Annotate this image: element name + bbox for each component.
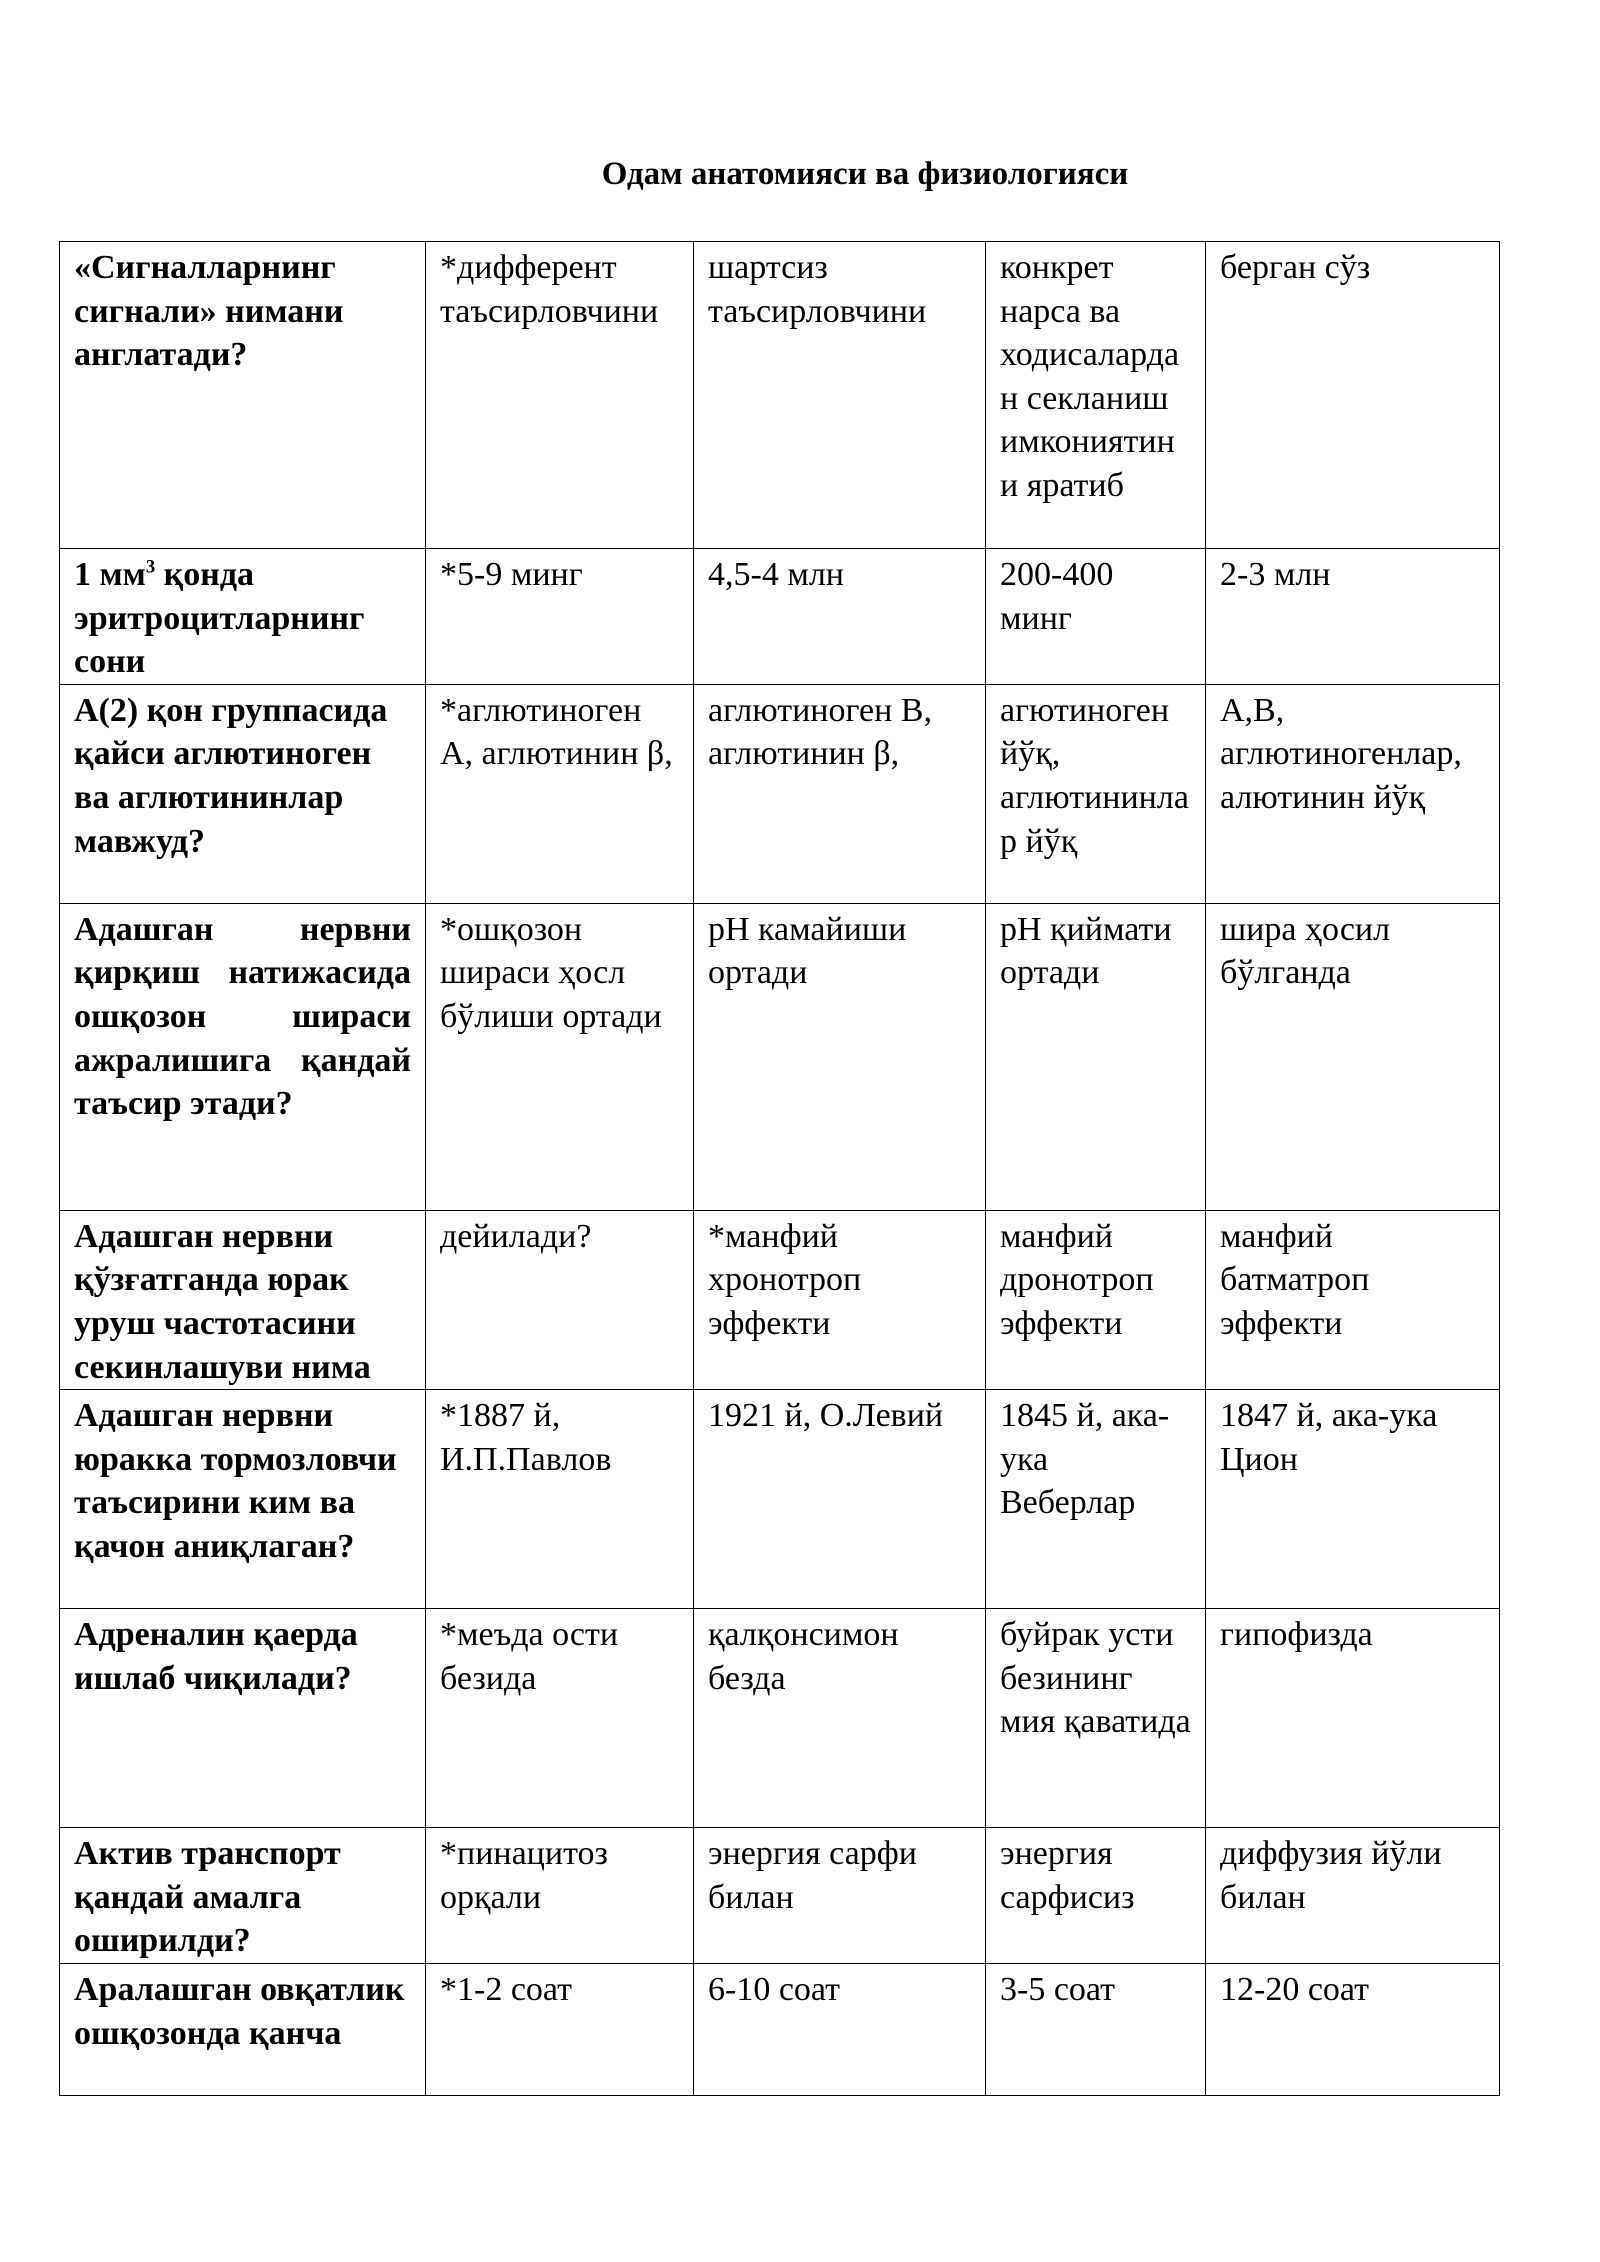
question-cell: A(2) қон группасида қайси аглютиноген ва аглютининлар мавжуд?: [60, 684, 426, 903]
answer-cell: 4,5-4 млн: [694, 549, 986, 685]
table-row: [60, 1828, 1500, 1964]
superscript: 3: [145, 556, 156, 578]
table-row: [60, 1963, 1500, 2095]
question-cell: [60, 549, 426, 685]
question-cell: Адашган нервни қўзғатганда юрак уруш частотасини секинлашуви нима: [60, 1210, 426, 1389]
question-cell: Адашган нервни қирқиш натижасида ошқозон шираси ажралишига қандай таъсир этади?: [60, 903, 426, 1210]
table-row: [60, 903, 1500, 1210]
answer-cell: агютиноген йўқ, аглютининлар йўқ: [986, 684, 1206, 903]
table-row: [60, 684, 1500, 903]
answer-cell: шартсиз таъсирловчини: [694, 242, 986, 549]
answer-cell: *1-2 соат: [426, 1963, 694, 2095]
answer-cell: 200-400 минг: [986, 549, 1206, 685]
answer-cell: манфий дронотроп эффекти: [986, 1210, 1206, 1389]
answer-cell: конкрет нарса ва ходисалардан секланиш имкониятини яратиб: [986, 242, 1206, 549]
answer-cell: pH қиймати ортади: [986, 903, 1206, 1210]
question-cell: Адреналин қаерда ишлаб чиқилади?: [60, 1609, 426, 1828]
answer-cell: 1845 й, ака-ука Веберлар: [986, 1390, 1206, 1609]
table-row: [60, 1390, 1500, 1609]
answer-cell: берган сўз: [1206, 242, 1500, 549]
answer-cell: буйрак усти безининг мия қаватида: [986, 1609, 1206, 1828]
table-row: [60, 242, 1500, 549]
answer-cell: энергия сарфи билан: [694, 1828, 986, 1964]
question-cell: «Сигналларнинг сигнали» нимани англатади?: [60, 242, 426, 549]
table-row: [60, 549, 1500, 685]
question-text: қонда эритроцитларнинг сони: [74, 556, 365, 681]
answer-cell: *1887 й, И.П.Павлов: [426, 1390, 694, 1609]
question-cell: Актив транспорт қандай амалга оширилди?: [60, 1828, 426, 1964]
answer-cell: *ошқозон шираси ҳосл бўлиши ортади: [426, 903, 694, 1210]
answer-cell: аглютиноген B, аглютинин β,: [694, 684, 986, 903]
answer-cell: 2-3 млн: [1206, 549, 1500, 685]
answer-cell: энергия сарфисиз: [986, 1828, 1206, 1964]
answer-cell: *меъда ости безида: [426, 1609, 694, 1828]
answer-cell: шира ҳосил бўлганда: [1206, 903, 1500, 1210]
answer-cell: 6-10 соат: [694, 1963, 986, 2095]
answer-cell: гипофизда: [1206, 1609, 1500, 1828]
answer-cell: *5-9 минг: [426, 549, 694, 685]
table-row: [60, 1609, 1500, 1828]
question-cell: Адашган нервни юраккa тормозловчи таъсирини ким ва қачон аниқлаган?: [60, 1390, 426, 1609]
question-cell: Аралашган овқатлик ошқозонда қанча: [60, 1963, 426, 2095]
table-row: [60, 1210, 1500, 1389]
answer-cell: 3-5 соат: [986, 1963, 1206, 2095]
answer-cell: 12-20 соат: [1206, 1963, 1500, 2095]
answer-cell: қалқонсимон безда: [694, 1609, 986, 1828]
answer-cell: *дифферент таъсирловчини: [426, 242, 694, 549]
quiz-table: [59, 241, 1500, 2096]
question-text: 1 мм: [74, 556, 146, 593]
answer-cell: *пинацитоз орқали: [426, 1828, 694, 1964]
answer-cell: 1847 й, ака-ука Цион: [1206, 1390, 1500, 1609]
answer-cell: 1921 й, О.Левий: [694, 1390, 986, 1609]
answer-cell: дейилади?: [426, 1210, 694, 1389]
answer-cell: манфий батматроп эффекти: [1206, 1210, 1500, 1389]
answer-cell: диффузия йўли билан: [1206, 1828, 1500, 1964]
answer-cell: pH камайиши ортади: [694, 903, 986, 1210]
answer-cell: *манфий хронотроп эффекти: [694, 1210, 986, 1389]
page-title: Одам анатомияси ва физиологияси: [601, 156, 1129, 192]
answer-cell: *аглютиноген A, аглютинин β,: [426, 684, 694, 903]
answer-cell: A,B, аглютиногенлар, алютинин йўқ: [1206, 684, 1500, 903]
